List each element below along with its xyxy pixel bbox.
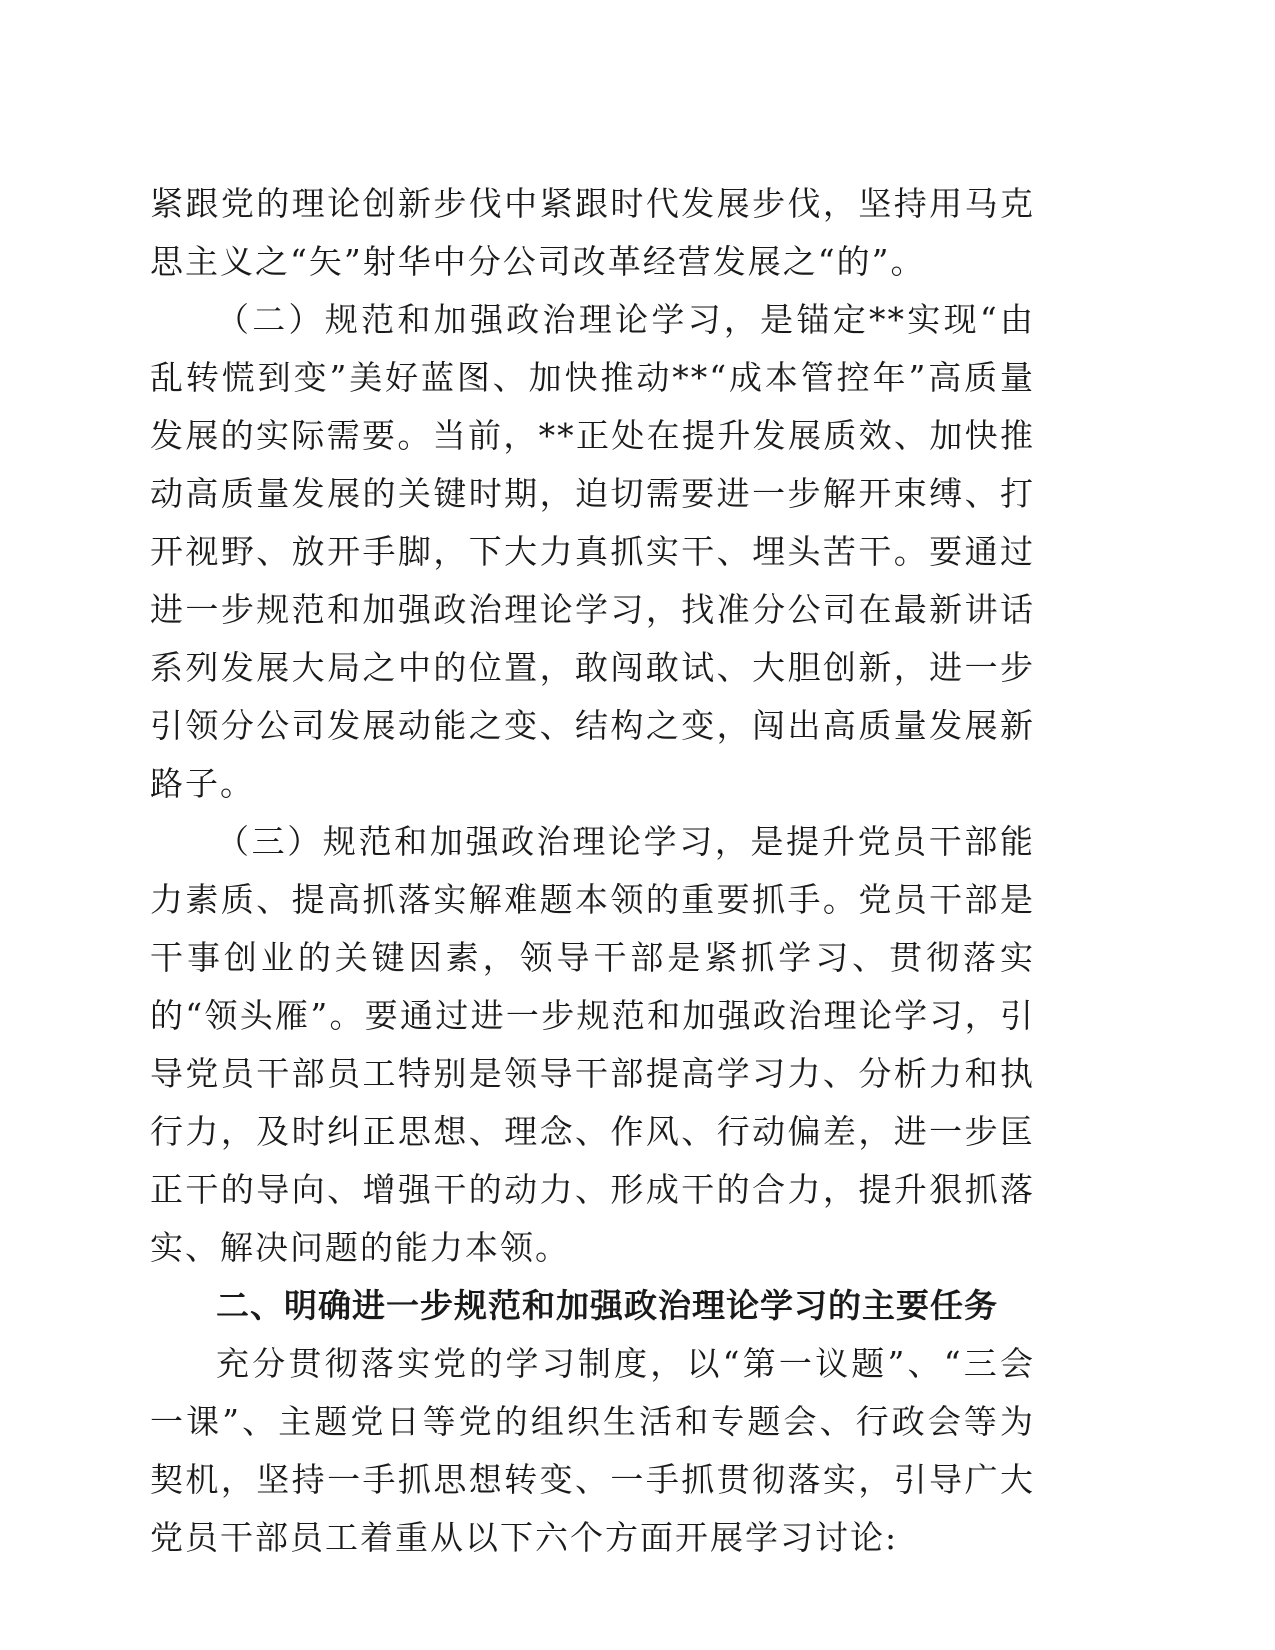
document-body bbox=[150, 175, 1035, 1567]
paragraph-continuation: 紧跟党的理论创新步伐中紧跟时代发展步伐，坚持用马克思主义之“矢”射华中分公司改革经营发展之“的”。 bbox=[150, 184, 1035, 281]
paragraph-task-intro: 充分贯彻落实党的学习制度，以“第一议题”、“三会一课”、主题党日等党的组织生活和专题会、行政会等为契机，坚持一手抓思想转变、一手抓贯彻落实，引导广大党员干部员工着重从以下六个方面开展学习讨论: bbox=[150, 1344, 1035, 1557]
section-heading-2: 二、明确进一步规范和加强政治理论学习的主要任务 bbox=[216, 1286, 998, 1325]
paragraph-section-3: （三）规范和加强政治理论学习，是提升党员干部能力素质、提高抓落实解难题本领的重要抓手。党员干部是干事创业的关键因素，领导干部是紧抓学习、贯彻落实的“领头雁”。要通过进一步规范和加强政治理论学习，引导党员干部员工特别是领导干部提高学习力、分析力和执行力，及时纠正思想、理念、作风、行动偏差，进一步匡正干的导向、增强干的动力、形成干的合力，提升狠抓落实、解决问题的能力本领。 bbox=[150, 822, 1035, 1267]
paragraph-section-2: （二）规范和加强政治理论学习，是锚定**实现“由乱转慌到变”美好蓝图、加快推动**“成本管控年”高质量发展的实际需要。当前，**正处在提升发展质效、加快推动高质量发展的关键时期，迫切需要进一步解开束缚、打开视野、放开手脚，下大力真抓实干、埋头苦干。要通过进一步规范和加强政治理论学习，找准分公司在最新讲话系列发展大局之中的位置，敢闯敢试、大胆创新，进一步引领分公司发展动能之变、结构之变，闯出高质量发展新路子。 bbox=[150, 300, 1035, 803]
